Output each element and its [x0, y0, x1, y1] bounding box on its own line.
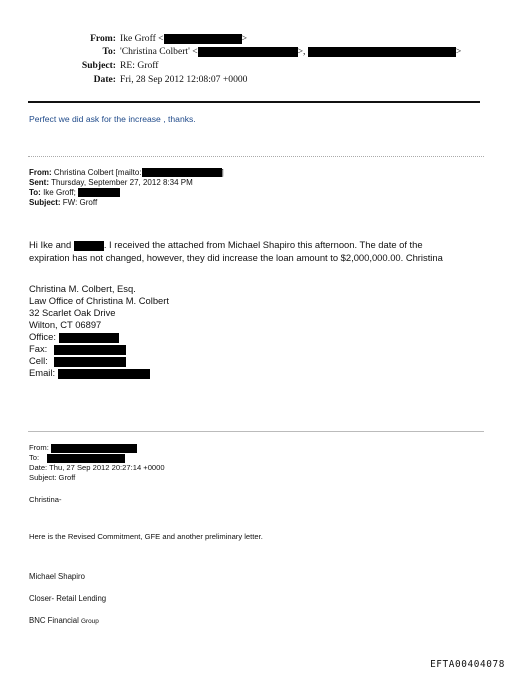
- sig-email-line: Email:: [29, 367, 150, 379]
- quoted-from-line: From:: [29, 443, 137, 453]
- sig-street: 32 Scarlet Oak Drive: [29, 307, 116, 318]
- redaction-block: [54, 357, 126, 367]
- header-from-value: Ike Groff < >: [120, 33, 248, 44]
- sig-city: Wilton, CT 06897: [29, 319, 102, 330]
- header-divider: [28, 101, 480, 103]
- redaction-block: [47, 454, 125, 463]
- header-subject-value: RE: Groff: [120, 60, 159, 71]
- redaction-block: [51, 444, 137, 453]
- sig-office-name: Law Office of Christina M. Colbert: [29, 295, 169, 306]
- redaction-block: [198, 47, 298, 57]
- reply-text: Perfect we did ask for the increase , thanks.: [29, 114, 196, 124]
- quoted-subject-line: Subject: Groff: [29, 473, 76, 482]
- header-subject-label: Subject:: [81, 60, 116, 71]
- header-date-label: Date:: [93, 74, 116, 85]
- body-line-1: Hi Ike and . I received the attached from Michael Shapiro this afternoon. The date of the: [29, 239, 423, 250]
- document-id: EFTA00404078: [430, 659, 505, 670]
- quoted-message-text: Here is the Revised Commitment, GFE and another preliminary letter.: [29, 532, 263, 541]
- redaction-block: [164, 34, 242, 44]
- redaction-block: [74, 241, 104, 251]
- fwd-to-line: To: Ike Groff;: [29, 188, 120, 198]
- quoted-to-line: To:: [29, 453, 125, 463]
- redaction-block: [308, 47, 456, 57]
- redaction-block: [59, 333, 119, 343]
- shapiro-company: BNC Financial Group: [29, 616, 99, 625]
- shapiro-name: Michael Shapiro: [29, 572, 85, 581]
- header-to-value: 'Christina Colbert' < >, >: [120, 46, 462, 57]
- sig-cell-line: Cell:: [29, 355, 126, 367]
- sig-name: Christina M. Colbert, Esq.: [29, 283, 136, 294]
- sig-fax-line: Fax:: [29, 343, 126, 355]
- quoted-greeting: Christina-: [29, 495, 62, 504]
- redaction-block: [142, 168, 222, 177]
- header-to-label: To:: [102, 46, 116, 57]
- dotted-divider: [28, 156, 484, 157]
- header-date-value: Fri, 28 Sep 2012 12:08:07 +0000: [120, 74, 248, 85]
- redaction-block: [54, 345, 126, 355]
- fwd-sent-line: Sent: Thursday, September 27, 2012 8:34 PM: [29, 178, 193, 187]
- quoted-date-line: Date: Thu, 27 Sep 2012 20:27:14 +0000: [29, 463, 165, 472]
- fwd-from-line: From: Christina Colbert [mailto: ]: [29, 168, 224, 177]
- header-from-label: From:: [90, 33, 116, 44]
- sig-office-line: Office:: [29, 331, 119, 343]
- redaction-block: [78, 188, 120, 197]
- redaction-block: [58, 369, 150, 379]
- fwd-subject-line: Subject: FW: Groff: [29, 198, 98, 207]
- quoted-divider: [28, 431, 484, 432]
- body-line-2: expiration has not changed, however, they did increase the loan amount to $2,000,000.00. Christina: [29, 252, 443, 263]
- shapiro-title: Closer- Retail Lending: [29, 594, 107, 603]
